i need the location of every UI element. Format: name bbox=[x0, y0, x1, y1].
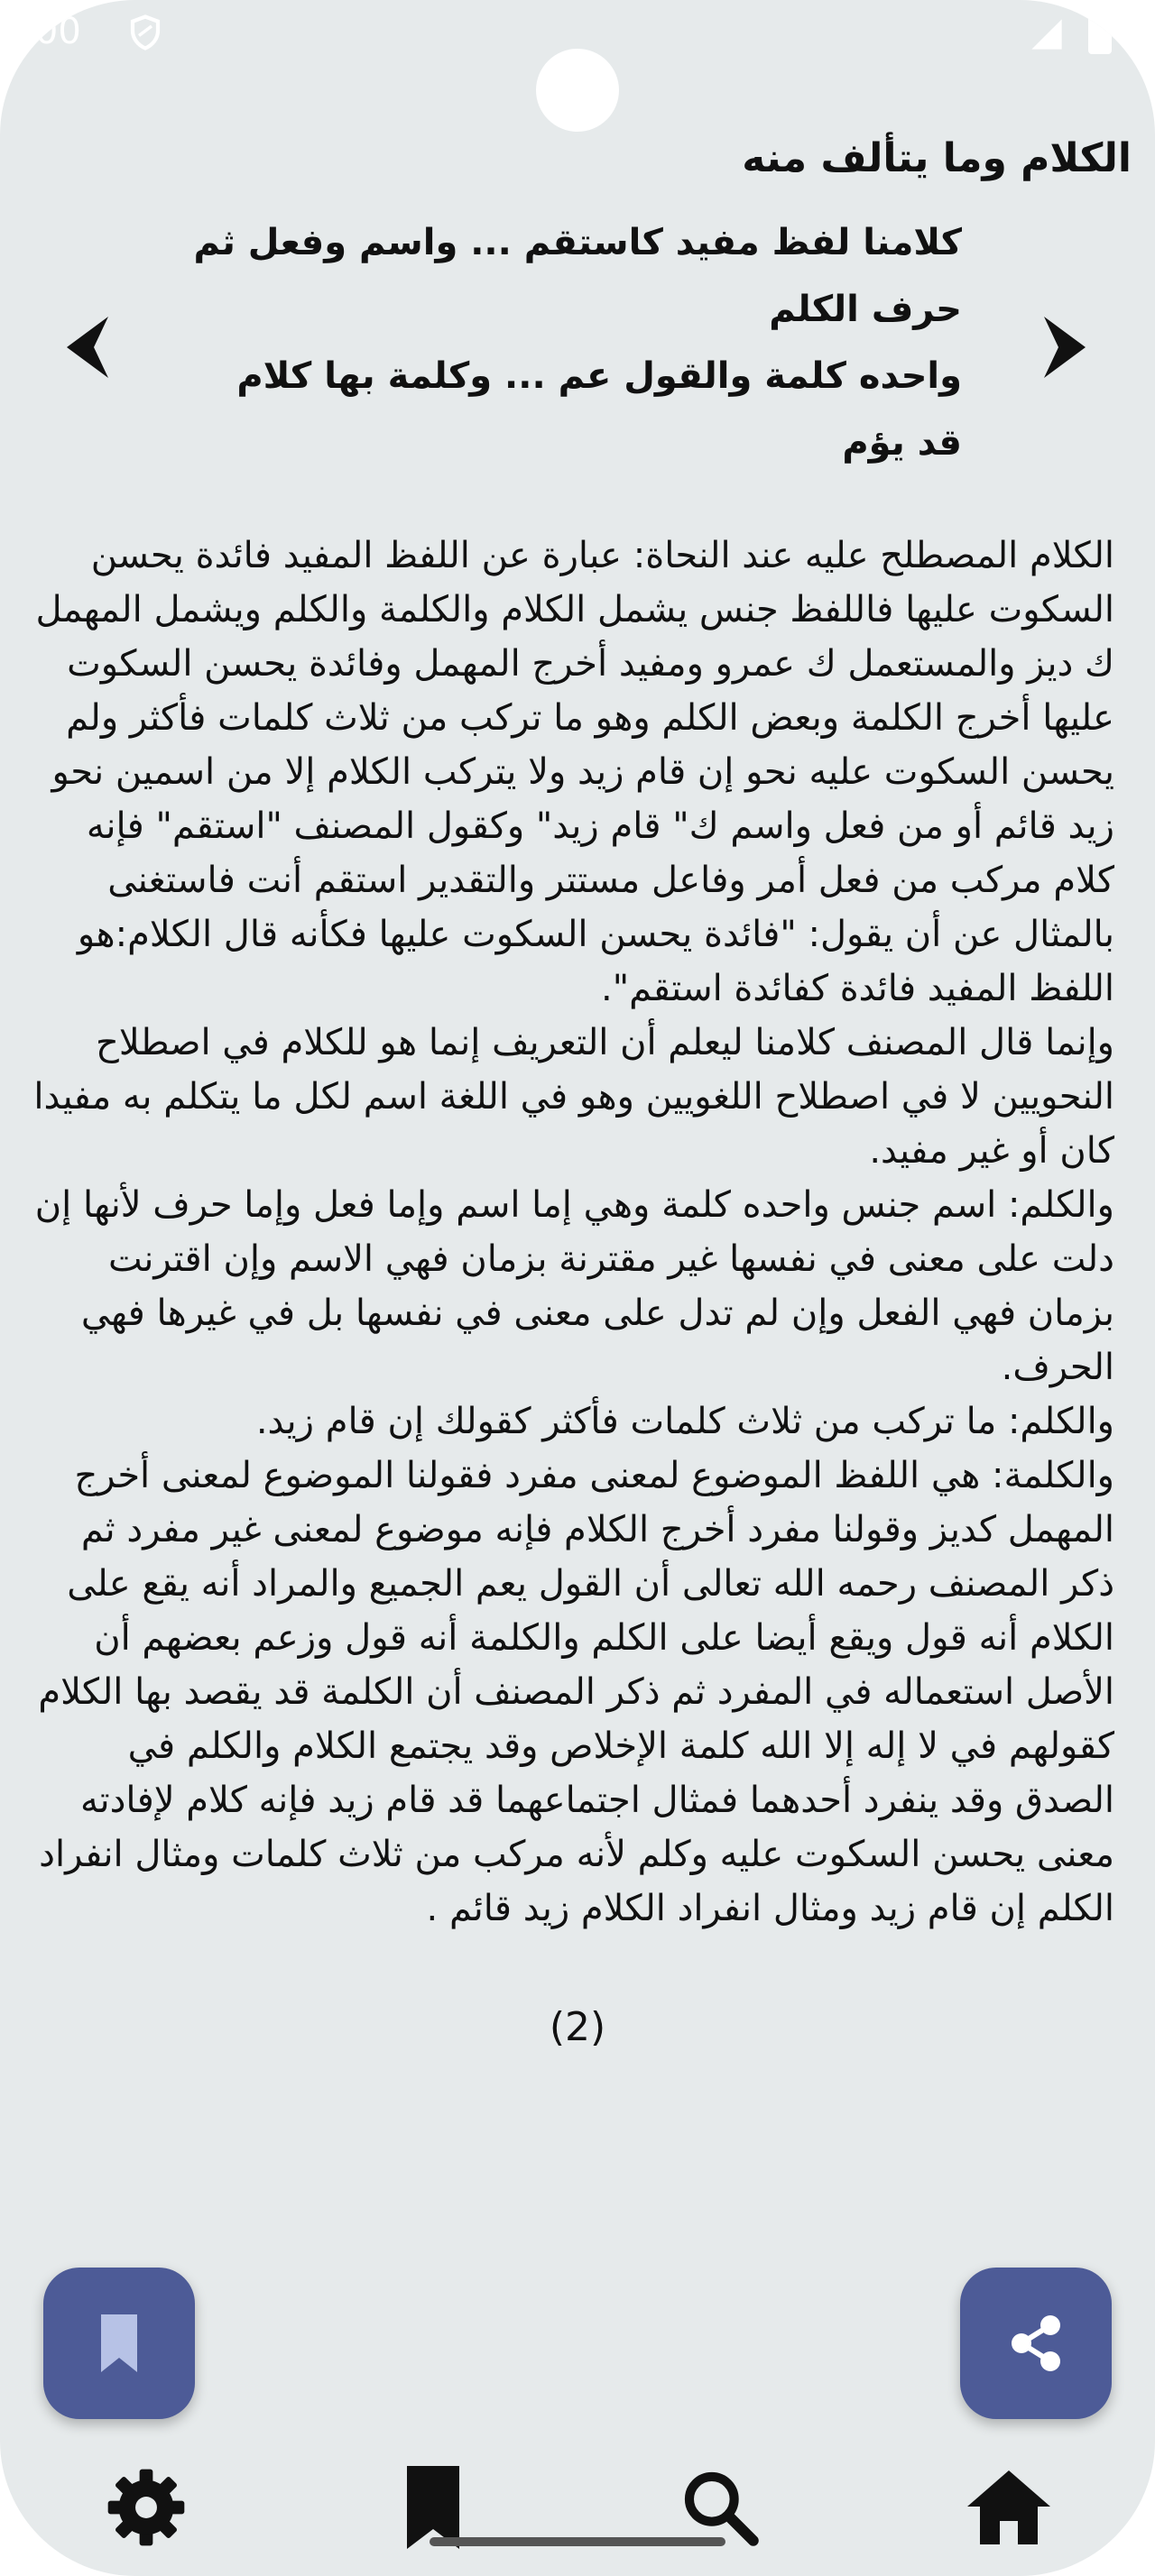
share-button[interactable] bbox=[960, 2268, 1112, 2419]
nav-home[interactable] bbox=[959, 2453, 1058, 2562]
explanation-text bbox=[25, 529, 1114, 1936]
previous-page-button[interactable] bbox=[50, 307, 122, 388]
explanation-paragraph: والكلم: اسم جنس واحده كلمة وهي إما اسم وإما فعل وإما حرف لأنها إن دلت على معنى في نفسها غير مقترنة بزمان فهي الاسم وإن اقترنت بزمان فهي الفعل وإن لم تدل على معنى في نفسها بل في غيرها فهي الحرف. bbox=[34, 1184, 1114, 1388]
add-bookmark-button[interactable] bbox=[43, 2268, 195, 2419]
shield-icon bbox=[126, 13, 164, 52]
battery-icon bbox=[1088, 13, 1112, 54]
page-number: (2) bbox=[549, 2004, 606, 2050]
nav-settings[interactable] bbox=[97, 2453, 196, 2562]
next-page-button[interactable] bbox=[1030, 307, 1103, 388]
explanation-paragraph: الكلام المصطلح عليه عند النحاة: عبارة عن اللفظ المفيد فائدة يحسن السكوت عليها فاللفظ جنس يشمل الكلام والكلمة والكلم ويشمل المهمل ك ديز والمستعمل ك عمرو ومفيد أخرج المهمل وفائدة يحسن السكوت عليها أخرج الكلمة وبعض الكلم وهو ما تركب من ثلاث كلمات فأكثر ولم يحسن السكوت عليه نحو إن قام زيد ولا يتركب الكلام إلا من اسمين نحو زيد قائم أو من فعل واسم ك" قام زيد" وكقول المصنف "استقم" فإنه كلام مركب من فعل أمر وفاعل مستتر والتقدير استقم أنت فاستغنى بالمثال عن أن يقول: "فائدة يحسن السكوت عليها فكأنه قال الكلام:هو اللفظ المفيد فائدة كفائدة استقم". bbox=[35, 535, 1114, 1009]
share-icon bbox=[1005, 2313, 1067, 2374]
camera-cutout bbox=[536, 49, 619, 132]
verse-line: كلامنا لفظ مفيد كاستقم ... واسم وفعل ثم حرف الكلم bbox=[193, 222, 962, 330]
explanation-paragraph: والكلمة: هي اللفظ الموضوع لمعنى مفرد فقولنا الموضوع لمعنى أخرج المهمل كديز وقولنا مفرد أخرج الكلام فإنه موضوع لمعنى غير مفرد ثم ذكر المصنف رحمه الله تعالى أن القول يعم الجميع والمراد أنه يقع على الكلام أنه قول ويقع أيضا على الكلم والكلمة أنه قول وزعم بعضهم أن الأصل استعماله في المفرد ثم ذكر المصنف أن الكلمة قد يقصد بها الكلام كقولهم في لا إله إلا الله كلمة الإخلاص وقد يجتمع الكلام والكلم في الصدق وقد ينفرد أحدهما فمثال اجتماعهما قد قام زيد فإنه كلام لإفادته معنى يحسن السكوت عليه وكلم لأنه مركب من ثلاث كلمات ومثال انفراد الكلم إن قام زيد ومثال انفراد الكلام زيد قائم . bbox=[38, 1455, 1114, 1929]
chevron-left-icon bbox=[54, 311, 117, 383]
verse-line: واحده كلمة والقول عم ... وكلمة بها كلام قد يؤم bbox=[236, 355, 962, 464]
explanation-paragraph: والكلم: ما تركب من ثلاث كلمات فأكثر كقولك إن قام زيد. bbox=[255, 1401, 1114, 1442]
poem-title: الكلام وما يتألف منه bbox=[742, 135, 1132, 181]
gesture-bar[interactable] bbox=[430, 2537, 725, 2546]
signal-icon bbox=[1029, 16, 1065, 52]
explanation-paragraph: وإنما قال المصنف كلامنا ليعلم أن التعريف إنما هو للكلام في اصطلاح النحويين لا في اصطلاح اللغويين وهو في اللغة اسم لكل ما يتكلم به مفيدا كان أو غير مفيد. bbox=[33, 1022, 1114, 1172]
poem-verses bbox=[180, 209, 962, 476]
home-icon bbox=[964, 2467, 1054, 2548]
gear-icon bbox=[105, 2466, 188, 2549]
status-time: 4:00 bbox=[0, 11, 81, 52]
bookmark-icon bbox=[97, 2311, 141, 2376]
chevron-right-icon bbox=[1035, 311, 1098, 383]
